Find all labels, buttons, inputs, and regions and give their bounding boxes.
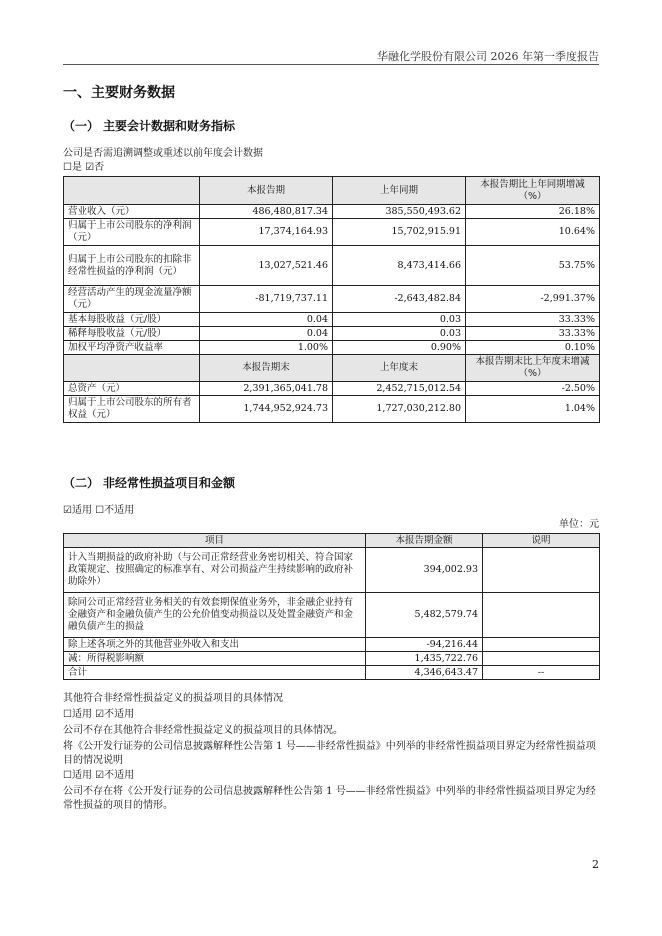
cell-value: 17,374,164.93 <box>200 219 333 246</box>
cell-value: 0.10% <box>466 341 600 355</box>
restate-question: 公司是否需追溯调整或重述以前年度会计数据 <box>63 148 263 159</box>
cell-value: 0.03 <box>333 327 466 341</box>
cell-value: 0.04 <box>200 327 333 341</box>
cell-value: 486,480,817.34 <box>200 205 333 219</box>
header-cell: 本报告期比上年同期增减（%） <box>466 177 600 205</box>
cell-note <box>483 593 600 638</box>
header-cell: 上年同期 <box>333 177 466 205</box>
table-header-row <box>64 355 600 382</box>
restate-options: ☐是 ☑否 <box>63 162 105 173</box>
table-row <box>64 313 600 327</box>
row-label: 除上述各项之外的其他营业外收入和支出 <box>64 638 366 652</box>
table-header-row <box>64 534 600 548</box>
table-row <box>64 219 600 246</box>
subsection-label: 非经常性损益项目和金额 <box>103 476 236 490</box>
cell-value: 394,002.93 <box>366 548 483 593</box>
page-number: 2 <box>592 858 599 871</box>
header-cell: 本报告期 <box>200 177 333 205</box>
header-cell: 上年度末 <box>333 355 466 382</box>
cell-value: -2,991.37% <box>466 286 600 313</box>
note-no-other-items: 公司不存在其他符合非经常性损益定义的损益项目的具体情况。 <box>63 725 343 736</box>
running-header: 华融化学股份有限公司 2026 年第一季度报告 <box>377 50 599 63</box>
header-cell: 本报告期末比上年度末增减（%） <box>466 355 600 382</box>
row-label: 基本每股收益（元/股） <box>64 313 200 327</box>
row-label: 归属于上市公司股东的所有者权益（元） <box>64 396 200 423</box>
subsection-number: （一） <box>63 119 100 133</box>
key-financial-table <box>63 176 600 423</box>
row-label: 加权平均净资产收益率 <box>64 341 200 355</box>
unit-label: 单位：元 <box>559 519 599 530</box>
subsection-number: （二） <box>63 476 100 490</box>
header-cell: 说明 <box>483 534 600 548</box>
cell-value: 4,346,643.47 <box>366 666 483 680</box>
cell-value: 33.33% <box>466 313 600 327</box>
row-label: 稀释每股收益（元/股） <box>64 327 200 341</box>
cell-value: 1,435,722.76 <box>366 652 483 666</box>
cell-note <box>483 548 600 593</box>
table-row <box>64 548 600 593</box>
table-row <box>64 382 600 396</box>
table-row <box>64 652 600 666</box>
row-label: 除同公司正常经营业务相关的有效套期保值业务外，非金融企业持有金融资产和金融负债产生的公允价值变动损益以及处置金融资产和金融负债产生的损益 <box>64 593 366 638</box>
cell-value: 2,391,365,041.78 <box>200 382 333 396</box>
cell-value: 1.04% <box>466 396 600 423</box>
cell-value: 1,727,030,212.80 <box>333 396 466 423</box>
applicable-options: ☑适用 ☐不适用 <box>63 505 135 516</box>
row-label: 归属于上市公司股东的净利润（元） <box>64 219 200 246</box>
cell-value: 0.90% <box>333 341 466 355</box>
row-label: 经营活动产生的现金流量净额（元） <box>64 286 200 313</box>
subsection-title-2 <box>63 474 235 491</box>
row-label: 营业收入（元） <box>64 205 200 219</box>
cell-value: -94,216.44 <box>366 638 483 652</box>
cell-value: 33.33% <box>466 327 600 341</box>
section-title: 一、主要财务数据 <box>63 85 175 101</box>
cell-value: 15,702,915.91 <box>333 219 466 246</box>
table-row <box>64 593 600 638</box>
header-rule <box>63 64 599 65</box>
note-reclassification-options: ☐适用 ☑不适用 <box>63 770 135 781</box>
cell-value: 10.64% <box>466 219 600 246</box>
header-cell: 项目 <box>64 534 366 548</box>
cell-value: 26.18% <box>466 205 600 219</box>
cell-value: -2,643,482.84 <box>333 286 466 313</box>
row-label: 总资产（元） <box>64 382 200 396</box>
table-row <box>64 341 600 355</box>
header-cell <box>64 177 200 205</box>
row-label: 归属于上市公司股东的扣除非经常性损益的净利润（元） <box>64 246 200 286</box>
table-row <box>64 246 600 286</box>
cell-note: -- <box>483 666 600 680</box>
header-cell <box>64 355 200 382</box>
note-no-reclassification: 公司不存在将《公开发行证券的公司信息披露解释性公告第 1 号——非经常性损益》中列举的非经常性损益项目界定为经常性损益的项目的情形。 <box>63 786 596 811</box>
cell-value: 385,550,493.62 <box>333 205 466 219</box>
table-row <box>64 638 600 652</box>
cell-value: 1.00% <box>200 341 333 355</box>
cell-value: -2.50% <box>466 382 600 396</box>
table-row <box>64 286 600 313</box>
row-label: 计入当期损益的政府补助（与公司正常经营业务密切相关、符合国家政策规定、按照确定的标准享有、对公司损益产生持续影响的政府补助除外） <box>64 548 366 593</box>
cell-value: 2,452,715,012.54 <box>333 382 466 396</box>
cell-value: 5,482,579.74 <box>366 593 483 638</box>
subsection-title-1 <box>63 117 235 134</box>
header-cell: 本报告期金额 <box>366 534 483 548</box>
cell-value: -81,719,737.11 <box>200 286 333 313</box>
cell-value: 53.75% <box>466 246 600 286</box>
cell-value: 0.03 <box>333 313 466 327</box>
cell-note <box>483 638 600 652</box>
header-cell: 本报告期末 <box>200 355 333 382</box>
table-header-row <box>64 177 600 205</box>
note-other-items: 其他符合非经常性损益定义的损益项目的具体情况 <box>63 693 283 704</box>
cell-value: 13,027,521.46 <box>200 246 333 286</box>
table-row <box>64 205 600 219</box>
table-row <box>64 666 600 680</box>
row-label: 合计 <box>64 666 366 680</box>
cell-value: 0.04 <box>200 313 333 327</box>
note-reclassification: 将《公开发行证券的公司信息披露解释性公告第 1 号——非经常性损益》中列举的非经常性损益项目界定为经常性损益项目的情况说明 <box>63 741 596 766</box>
note-other-items-options: ☐适用 ☑不适用 <box>63 709 135 720</box>
cell-value: 1,744,952,924.73 <box>200 396 333 423</box>
subsection-label: 主要会计数据和财务指标 <box>103 119 236 133</box>
cell-value: 8,473,414.66 <box>333 246 466 286</box>
row-label: 减：所得税影响额 <box>64 652 366 666</box>
table-row <box>64 327 600 341</box>
table-row <box>64 396 600 423</box>
non-recurring-table <box>63 533 600 680</box>
cell-note <box>483 652 600 666</box>
